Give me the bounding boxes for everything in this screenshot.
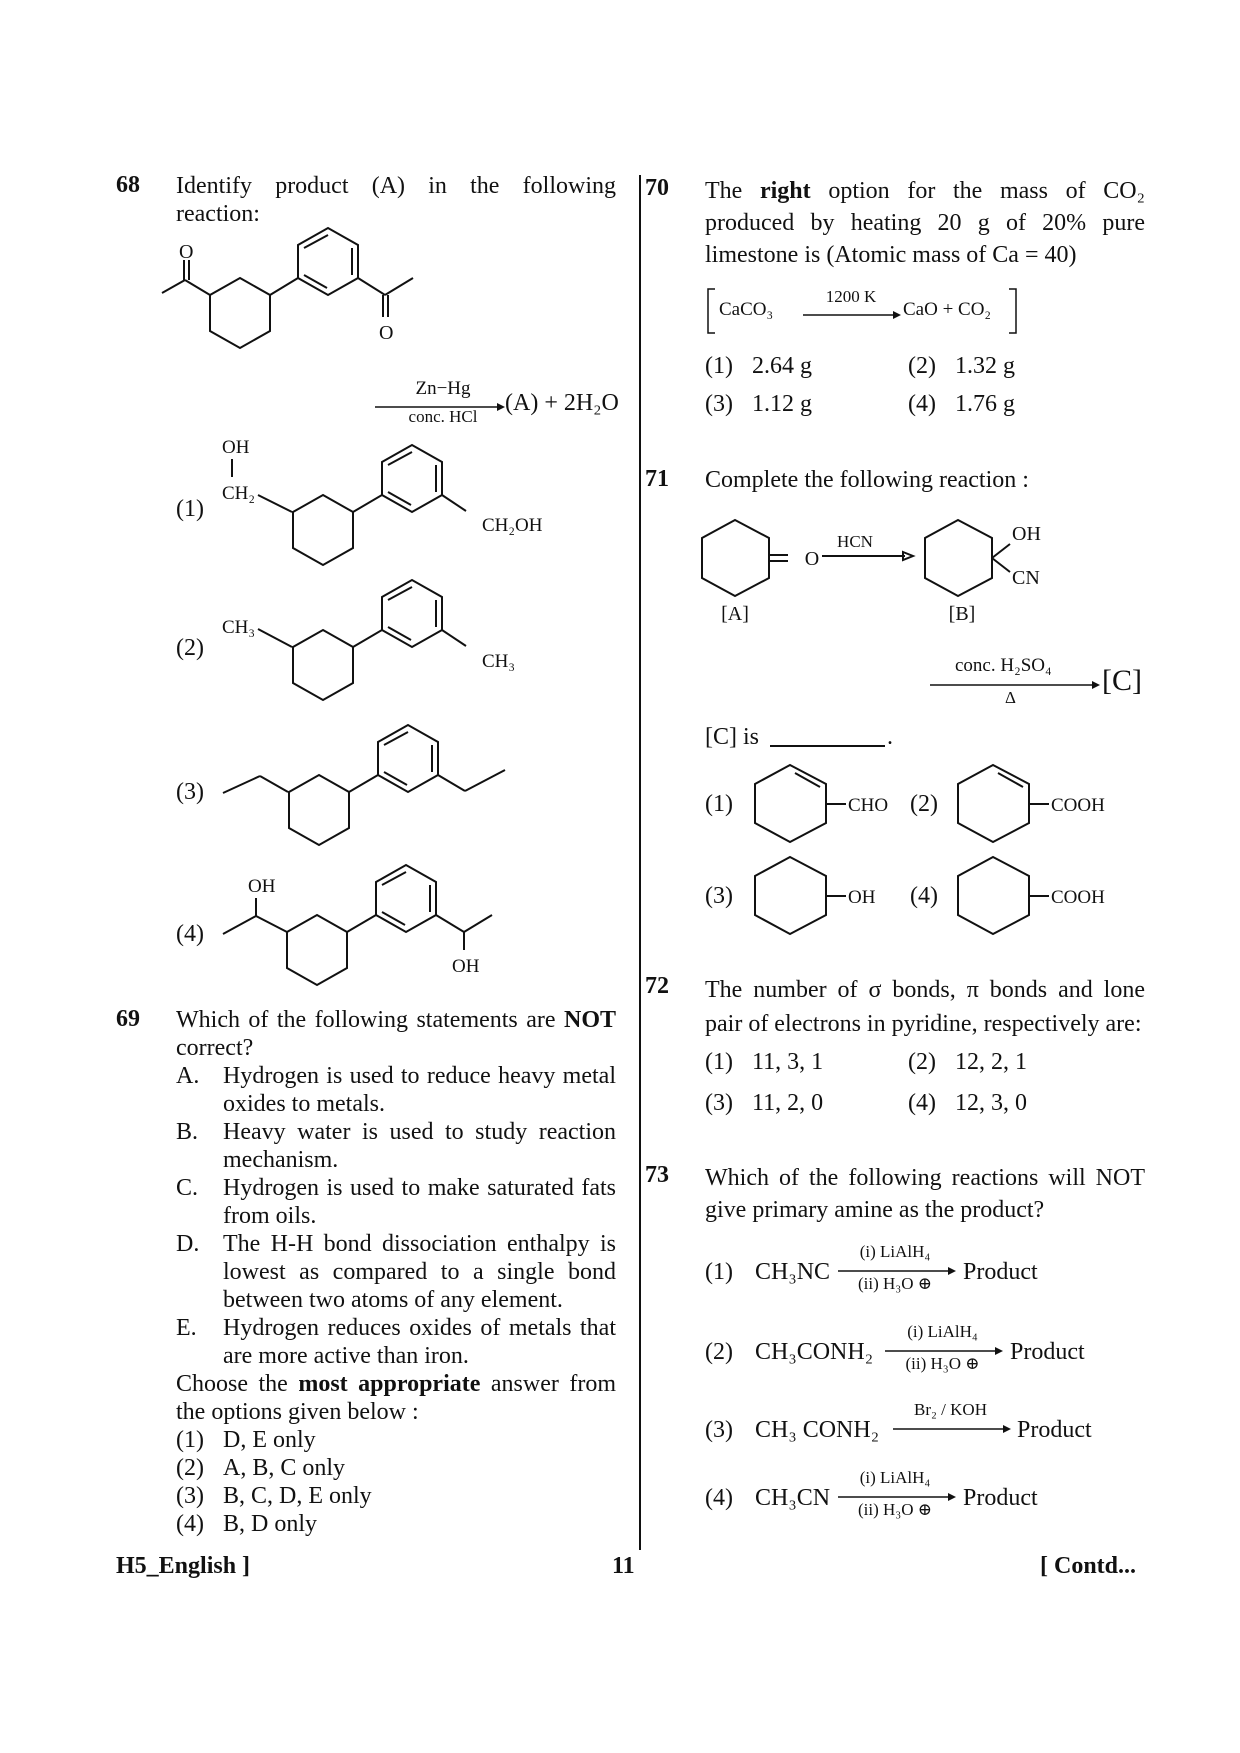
q68-reagent-top: Zn−Hg (415, 378, 471, 399)
q72-option-2[interactable]: (2) 12, 2, 1 (908, 1049, 1027, 1075)
q68-option-3-structure (220, 740, 550, 860)
q68-option-2-label: (2) (176, 635, 204, 661)
svg-text:CN: CN (1012, 567, 1040, 589)
q70-bracket-left (705, 287, 717, 335)
q72-option-4[interactable]: (4) 12, 3, 0 (908, 1090, 1027, 1116)
q71-blank-period: . (887, 724, 893, 750)
svg-text:O: O (804, 548, 820, 570)
q68-reactant-structure (170, 241, 470, 365)
q69-statement-b: B. Heavy water is used to study reaction mechanism. (176, 1119, 616, 1173)
q70-option-1[interactable]: (1) 2.64 g (705, 353, 812, 379)
q69-option-1[interactable]: (1) D, E only (176, 1427, 316, 1453)
question-69-stem: Which of the following statements are NOT correct? (176, 1007, 616, 1061)
question-71-number: 71 (645, 466, 669, 492)
q71-option-1-label[interactable]: (1) (705, 791, 733, 817)
question-68-stem: Identify product (A) in the following reaction: (176, 173, 616, 227)
q71-option-1-structure[interactable] (750, 765, 930, 845)
q68-o-top: O (179, 241, 194, 263)
q69-statements (176, 1062, 616, 1538)
q71-c-is: [C] is (705, 724, 759, 750)
question-70-number: 70 (645, 175, 669, 201)
q69-option-3[interactable]: (3) B, C, D, E only (176, 1483, 372, 1509)
svg-text:[B]: [B] (948, 603, 976, 625)
question-72-number: 72 (645, 973, 669, 999)
q70-option-2[interactable]: (2) 1.32 g (908, 353, 1015, 379)
question-70-stem: The right option for the mass of CO₂ produced by heating 20 g of 20% pure limestone is (Atomic mass of Ca = 40) (705, 178, 1146, 268)
svg-text:CH₂OH: CH₂OH (482, 515, 543, 536)
q68-option-1-structure (220, 435, 550, 585)
q68-option-2-structure (220, 595, 550, 735)
q68-option-1-label: (1) (176, 496, 204, 522)
q70-eq-right: CaO + CO₂ (903, 299, 992, 320)
q68-o-bottom: O (379, 322, 394, 344)
svg-text:OH: OH (452, 956, 480, 977)
svg-text:COOH: COOH (1051, 795, 1105, 816)
column-divider (639, 175, 641, 1550)
q71-condition-top: conc. H₂SO₄ (955, 655, 1052, 676)
svg-text:HCN: HCN (837, 532, 873, 551)
svg-text:CH₃: CH₃ (482, 651, 516, 672)
q71-option-2-label[interactable]: (2) (910, 791, 938, 817)
svg-text:OH: OH (1012, 523, 1041, 545)
svg-text:[A]: [A] (721, 603, 749, 625)
q69-statement-e: E. Hydrogen reduces oxides of metals that are more active than iron. (176, 1315, 616, 1369)
q68-option-4-label: (4) (176, 921, 204, 947)
q72-option-1[interactable]: (1) 11, 3, 1 (705, 1049, 824, 1075)
q68-option-3-label: (3) (176, 779, 204, 805)
q72-option-3[interactable]: (3) 11, 2, 0 (705, 1090, 824, 1116)
question-73-stem: Which of the following reactions will NOT give primary amine as the product? (705, 1165, 1145, 1223)
q71-option-4-label[interactable]: (4) (910, 883, 938, 909)
q73-option-1[interactable]: (1) CH₃NC (i) LiAlH₄ (ii) H₃O ⊕ Product (705, 1242, 1038, 1293)
q71-option-2-structure[interactable] (953, 765, 1133, 845)
q68-option-4-structure (220, 876, 550, 1010)
q71-condition-bottom: Δ (1005, 688, 1016, 707)
q71-option-4-structure[interactable] (953, 857, 1133, 937)
q70-bracket-right (1007, 287, 1019, 335)
svg-text:OH: OH (248, 876, 276, 897)
footer-contd: [ Contd... (1040, 1553, 1137, 1579)
svg-text:COOH: COOH (1051, 887, 1105, 908)
question-73-number: 73 (645, 1162, 669, 1188)
question-72-stem: The number of σ bonds, π bonds and lone pair of electrons in pyridine, respectively are: (705, 977, 1145, 1037)
q69-statement-c: C. Hydrogen is used to make saturated fats from oils. (176, 1175, 616, 1229)
q70-eq-left: CaCO₃ (719, 299, 774, 320)
question-68-number: 68 (116, 172, 140, 198)
q70-equation (705, 287, 1025, 335)
page-number: 11 (612, 1553, 635, 1579)
question-69-number: 69 (116, 1006, 140, 1032)
q68-reagent-bottom: conc. HCl (408, 407, 478, 426)
q69-statement-a: A. Hydrogen is used to reduce heavy metal oxides to metals. (176, 1063, 616, 1117)
q73-option-3[interactable]: (3) CH₃ CONH₂ Br₂ / KOH Product (705, 1400, 1092, 1443)
q73-option-4[interactable]: (4) CH₃CN (i) LiAlH₄ (ii) H₃O ⊕ Product (705, 1468, 1038, 1519)
footer-code: H5_English ] (116, 1553, 251, 1579)
q71-option-3-structure[interactable] (750, 857, 930, 937)
q70-option-4[interactable]: (4) 1.76 g (908, 391, 1015, 417)
q71-blank-line (770, 745, 885, 747)
q71-reaction-structures (700, 520, 1100, 625)
q69-choose-instruction: Choose the most appropriate answer from the options given below : (176, 1371, 617, 1425)
q70-eq-arrow (803, 310, 901, 320)
svg-text:OH: OH (848, 887, 876, 908)
q68-product: (A) + 2H₂O (505, 390, 619, 416)
svg-text:OH: OH (222, 437, 250, 458)
q70-option-3[interactable]: (3) 1.12 g (705, 391, 812, 417)
q69-option-2[interactable]: (2) A, B, C only (176, 1455, 346, 1481)
q69-statement-d: D. The H-H bond dissociation enthalpy is lowest as compared to a single bond between two atoms of any element. (176, 1231, 616, 1313)
q71-option-3-label[interactable]: (3) (705, 883, 733, 909)
q69-option-4[interactable]: (4) B, D only (176, 1511, 318, 1537)
svg-text:CH₂: CH₂ (222, 483, 256, 504)
q70-eq-condition: 1200 K (825, 287, 877, 306)
svg-text:CH₃: CH₃ (222, 617, 256, 638)
q71-product-c: [C] (1102, 664, 1142, 697)
svg-text:CHO: CHO (848, 795, 889, 816)
q73-option-2[interactable]: (2) CH₃CONH₂ (i) LiAlH₄ (ii) H₃O ⊕ Product (705, 1322, 1085, 1373)
question-71-stem: Complete the following reaction : (705, 467, 1029, 493)
